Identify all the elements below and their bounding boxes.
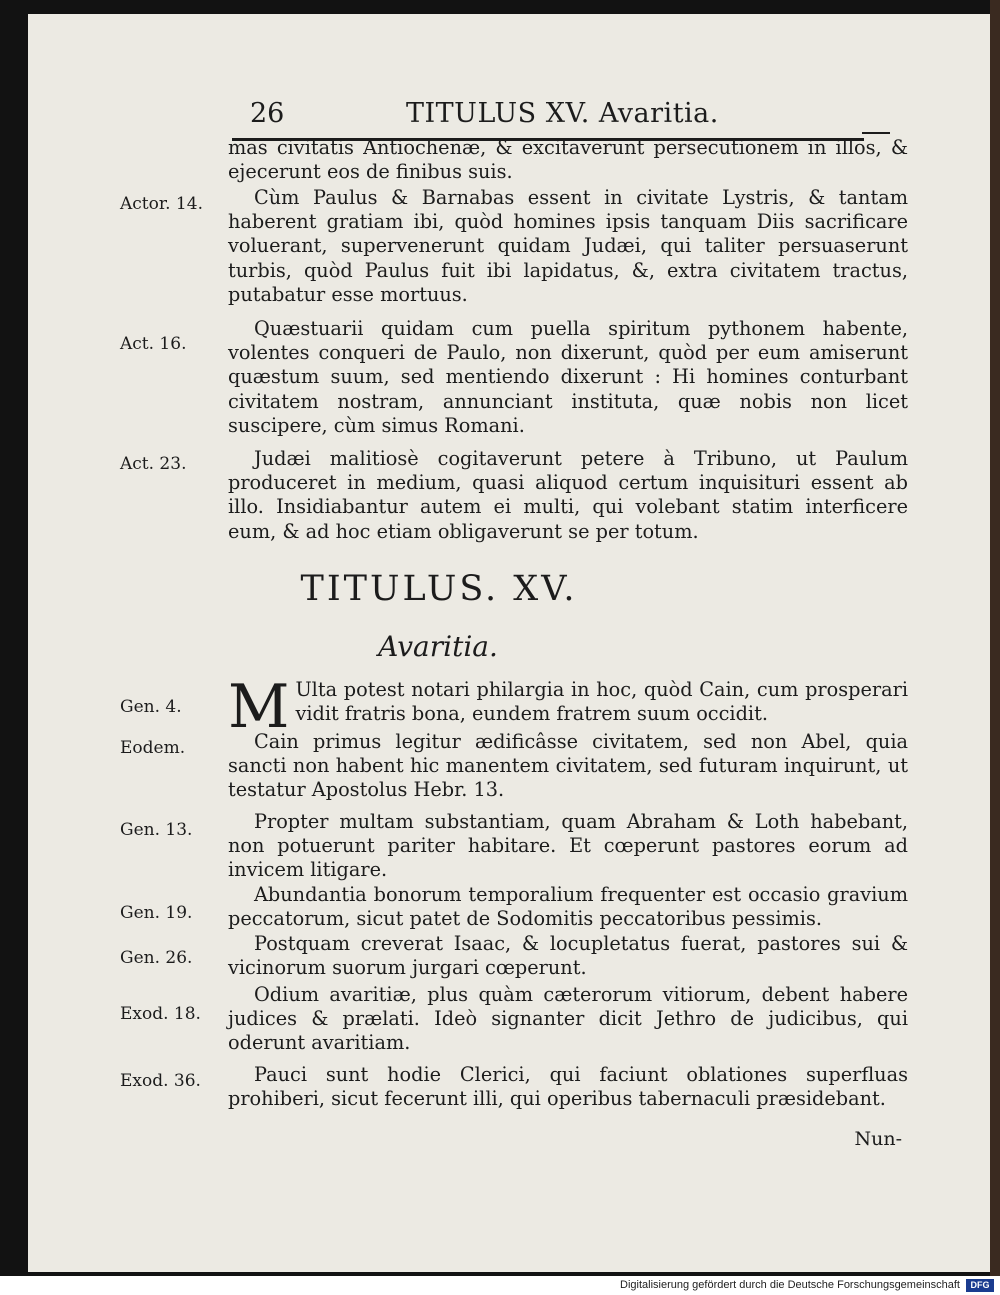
paragraph: Cùm Paulus & Barnabas essent in civitate Lystris, & tantam haberent gratiam ibi, quòd homines ipsis tanquam Diis sacrificare voluerant, supervenerunt quidam Judæi, qui taliter persuaserunt turbis, quòd Paulus fuit ibi lapidatus, &, extra civitatem tractus, putabatur esse mortuus. [228,186,908,306]
margin-note: Gen. 26. [120,948,193,968]
margin-note: Act. 16. [120,334,187,354]
book-page [28,14,990,1272]
paragraph: Quæstuarii quidam cum puella spiritum pythonem habente, volentes conqueri de Paulo, non dixerunt, quòd per eum amiserunt quæstum suum, sed mentiendo dixerunt : Hi homines conturbant civitatem nostram, annunciant instituta, quæ nobis non licet suscipere, cùm simus Romani. [228,317,908,437]
page-number: 26 [250,98,285,129]
section-title: TITULUS. XV. [300,569,578,609]
margin-note: Actor. 14. [120,194,203,214]
paragraph: Propter multam substantiam, quam Abraham & Loth habebant, non potuerunt pariter habitare. Et cœperunt pastores eorum ad invicem litigare. [228,810,908,882]
running-title: TITULUS XV. Avaritia. [406,98,719,129]
book-edge [990,0,1000,1276]
header-rule-end [862,132,890,134]
margin-note: Gen. 13. [120,820,193,840]
funding-credit: Digitalisierung gefördert durch die Deutsche Forschungsgemeinschaft [620,1279,960,1291]
paragraph: Judæi malitiosè cogitaverunt petere à Tribuno, ut Paulum produceret in medium, quasi aliquod certum inquisituri essent ab illo. Insidiabantur autem ei multi, qui volebant statim interficere eum, & ad hoc etiam obligaverunt se per totum. [228,447,908,543]
paragraph-text: Ulta potest notari philargia in hoc, quòd Cain, cum prosperari vidit fratris bona, eundem fratrem suum occidit. [295,678,908,726]
paragraph-first [228,672,908,742]
margin-note: Exod. 36. [120,1071,201,1091]
paragraph: Odium avaritiæ, plus quàm cæterorum vitiorum, debent habere judices & prælati. Ideò signanter dicit Jethro de judicibus, qui oderunt avaritiam. [228,983,908,1055]
margin-note: Act. 23. [120,454,187,474]
paragraph: Cain primus legitur ædificâsse civitatem, sed non Abel, quia sancti non habent hic manentem civitatem, sed futuram inquirunt, ut testatur Apostolus Hebr. 13. [228,730,908,802]
paragraph: Abundantia bonorum temporalium frequenter est occasio gravium peccatorum, sicut patet de Sodomitis peccatoribus pessimis. [228,883,908,931]
margin-note: Eodem. [120,738,186,758]
footer-bar [0,1276,1000,1295]
margin-note: Gen. 4. [120,697,182,717]
section-subtitle: Avaritia. [378,630,498,663]
paragraph-continued: mas civitatis Antiochenæ, & excitaverunt persecutionem in illos, & ejecerunt eos de finibus suis. [228,136,908,184]
dfg-logo: DFG [966,1279,994,1292]
running-header [28,98,990,138]
paragraph: Pauci sunt hodie Clerici, qui faciunt oblationes superfluas prohiberi, sicut fecerunt illi, qui operibus tabernaculi præsidebant. [228,1063,908,1111]
drop-capital: M [228,672,290,742]
catchword: Nun- [854,1128,902,1150]
margin-note: Exod. 18. [120,1004,201,1024]
paragraph: Postquam creverat Isaac, & locupletatus fuerat, pastores sui & vicinorum suorum jurgari cœperunt. [228,932,908,980]
margin-note: Gen. 19. [120,903,193,923]
